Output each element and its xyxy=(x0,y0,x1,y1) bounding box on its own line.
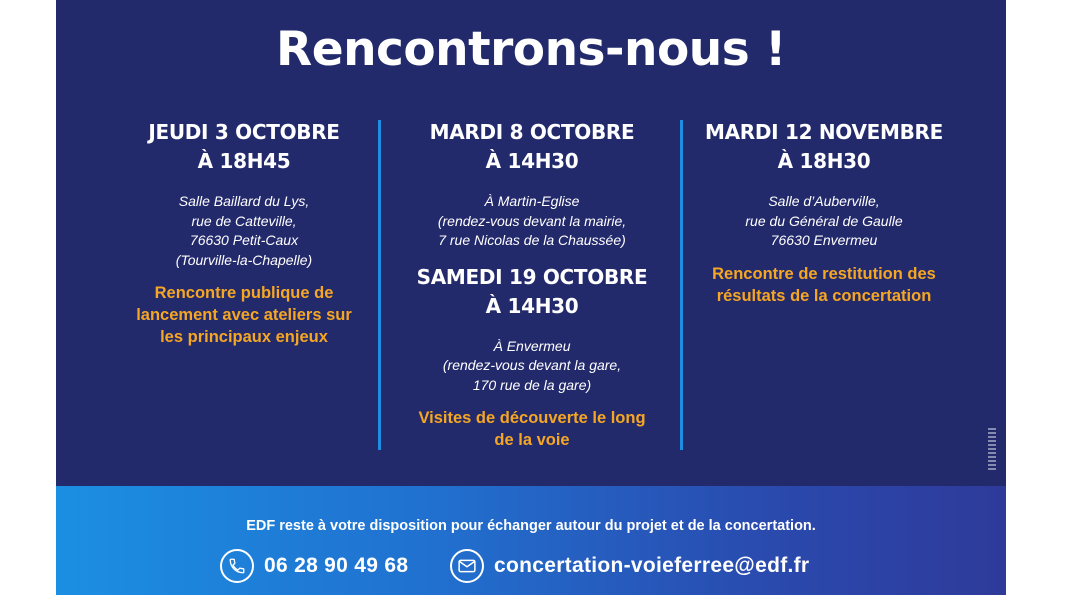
meeting-event xyxy=(116,282,372,348)
address-line: Salle Baillard du Lys, xyxy=(178,193,310,209)
event-line: lancement avec ateliers sur xyxy=(136,306,352,324)
phone-number[interactable]: 06 28 90 49 68 xyxy=(264,554,409,577)
address-line: rue du Général de Gaulle xyxy=(745,212,903,229)
address-line: 76630 Petit-Caux xyxy=(189,232,299,248)
event-line: Rencontre publique de xyxy=(154,284,334,302)
address-line: (Tourville-la-Chapelle) xyxy=(175,251,313,268)
event-line: de la voie xyxy=(494,431,570,449)
meeting-address xyxy=(688,192,960,251)
meeting-time: À 14H30 xyxy=(485,149,579,173)
meeting-time: À 14H30 xyxy=(485,293,579,318)
column-divider xyxy=(680,120,683,450)
address-line: À Envermeu xyxy=(493,337,571,354)
meeting-address xyxy=(386,337,678,396)
meeting-date xyxy=(386,118,678,176)
meeting-time: À 18H30 xyxy=(777,149,871,173)
meeting-address xyxy=(116,192,372,270)
meeting-day: MARDI 12 NOVEMBRE xyxy=(704,120,944,144)
address-line: 7 rue Nicolas de la Chaussée) xyxy=(438,232,626,248)
meeting-event xyxy=(386,407,678,451)
address-line: 76630 Envermeu xyxy=(770,232,878,248)
page-title: Rencontrons-nous ! xyxy=(276,22,786,77)
meeting-date xyxy=(688,118,960,176)
meeting-day: MARDI 8 OCTOBRE xyxy=(429,120,635,144)
event-line: Rencontre de restitution des xyxy=(712,264,936,283)
meeting-date xyxy=(116,118,372,176)
address-line: (rendez-vous devant la gare, xyxy=(442,357,622,373)
meeting-column-3 xyxy=(688,118,960,307)
event-line: résultats de la concertation xyxy=(716,286,932,305)
meeting-address xyxy=(386,192,678,251)
address-line: rue de Catteville, xyxy=(191,212,297,229)
meeting-day: JEUDI 3 OCTOBRE xyxy=(148,120,340,144)
meeting-event xyxy=(688,263,960,307)
address-line: (rendez-vous devant la mairie, xyxy=(437,212,627,229)
email-contact[interactable] xyxy=(450,546,809,586)
footer-banner xyxy=(56,486,1006,595)
address-line: 170 rue de la gare) xyxy=(472,376,592,393)
meeting-date xyxy=(386,263,678,321)
footer-text: EDF reste à votre disposition pour échanger autour du projet et de la concertation. xyxy=(246,518,816,534)
phone-icon xyxy=(220,549,254,583)
meeting-day: SAMEDI 19 OCTOBRE xyxy=(416,264,648,289)
phone-contact[interactable] xyxy=(220,546,408,586)
email-address[interactable]: concertation-voieferree@edf.fr xyxy=(494,554,810,577)
poster xyxy=(56,0,1006,595)
mail-icon xyxy=(450,549,484,583)
meeting-column-2 xyxy=(386,118,678,451)
event-line: Visites de découverte le long xyxy=(418,409,646,427)
event-line: les principaux enjeux xyxy=(160,328,328,346)
column-divider xyxy=(378,120,381,450)
meeting-time: À 18H45 xyxy=(197,149,291,173)
address-line: À Martin-Eglise xyxy=(484,193,580,209)
address-line: Salle d’Auberville, xyxy=(768,193,880,209)
side-credit-mark xyxy=(988,428,996,472)
meeting-column-1 xyxy=(116,118,372,348)
